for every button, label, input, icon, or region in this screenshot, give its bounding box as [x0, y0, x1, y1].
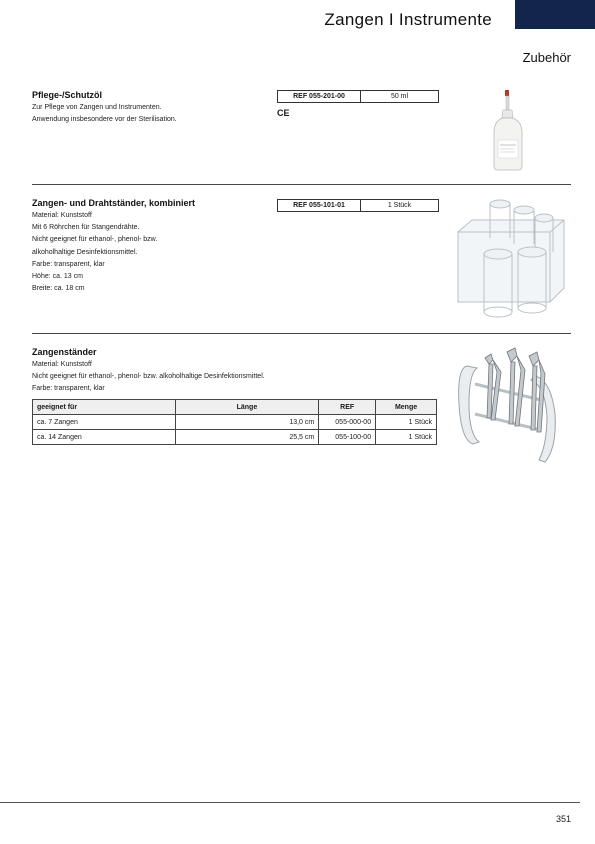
- description-line: Nicht geeignet für ethanol-, phenol- bzw. alkoholhaltige Desinfektionsmittel.: [32, 373, 265, 381]
- table-row: [33, 415, 437, 430]
- table-cell: 1 Stück: [376, 430, 437, 445]
- description-line: Farbe: transparent, klar: [32, 385, 105, 393]
- table-row: [33, 430, 437, 445]
- footer-divider: [0, 802, 580, 803]
- table-cell: 055-000-00: [319, 415, 376, 430]
- wire-stand-image: [452, 190, 570, 324]
- column-header: REF: [319, 400, 376, 415]
- product-title: Pflege-/Schutzöl: [32, 90, 103, 100]
- table-cell: 13,0 cm: [175, 415, 319, 430]
- product-description: [32, 102, 177, 126]
- description-line: Höhe: ca. 13 cm: [32, 273, 83, 281]
- table-cell: 1 Stück: [376, 415, 437, 430]
- description-line: Mit 6 Röhrchen für Stangendrähte.: [32, 224, 140, 232]
- page-title: Zangen I Instrumente: [324, 10, 492, 29]
- table-cell: 25,5 cm: [175, 430, 319, 445]
- column-header: Länge: [175, 400, 319, 415]
- product-title: Zangenständer: [32, 347, 97, 357]
- spec-table: [32, 399, 437, 445]
- header-color-block: [515, 0, 595, 29]
- table-header-row: [33, 400, 437, 415]
- section-divider: [32, 184, 571, 185]
- ref-box: [277, 90, 439, 103]
- table-cell: 055-100-00: [319, 430, 376, 445]
- description-line: Breite: ca. 18 cm: [32, 285, 85, 293]
- product-description: [32, 359, 265, 396]
- section-divider: [32, 333, 571, 334]
- ref-box: [277, 199, 439, 212]
- ref-number: REF 055-201-00: [278, 91, 361, 102]
- column-header: geeignet für: [33, 400, 176, 415]
- product-description: [32, 210, 157, 295]
- description-line: Nicht geeignet für ethanol-, phenol- bzw.: [32, 236, 158, 244]
- product-title: Zangen- und Drahtständer, kombiniert: [32, 198, 196, 208]
- category-label: Zubehör: [522, 50, 571, 65]
- page-number: 351: [555, 814, 571, 824]
- description-line: Zur Pflege von Zangen und Instrumenten.: [32, 104, 162, 111]
- description-line: Anwendung insbesondere vor der Sterilisation.: [32, 116, 177, 124]
- plier-stand-image: [455, 344, 571, 468]
- ref-amount: 50 ml: [390, 93, 409, 100]
- ce-mark: CE: [277, 108, 290, 118]
- description-line: Material: Kunststoff: [32, 361, 92, 368]
- description-line: alkoholhaltige Desinfektionsmittel.: [32, 248, 138, 256]
- oil-bottle-image: [486, 88, 530, 172]
- description-line: Farbe: transparent, klar: [32, 260, 105, 268]
- ref-amount: 1 Stück: [387, 202, 412, 209]
- column-header: Menge: [376, 400, 437, 415]
- table-cell: ca. 14 Zangen: [33, 430, 176, 445]
- ref-number: REF 055-101-01: [278, 200, 361, 211]
- description-line: Material: Kunststoff: [32, 212, 92, 219]
- table-cell: ca. 7 Zangen: [33, 415, 176, 430]
